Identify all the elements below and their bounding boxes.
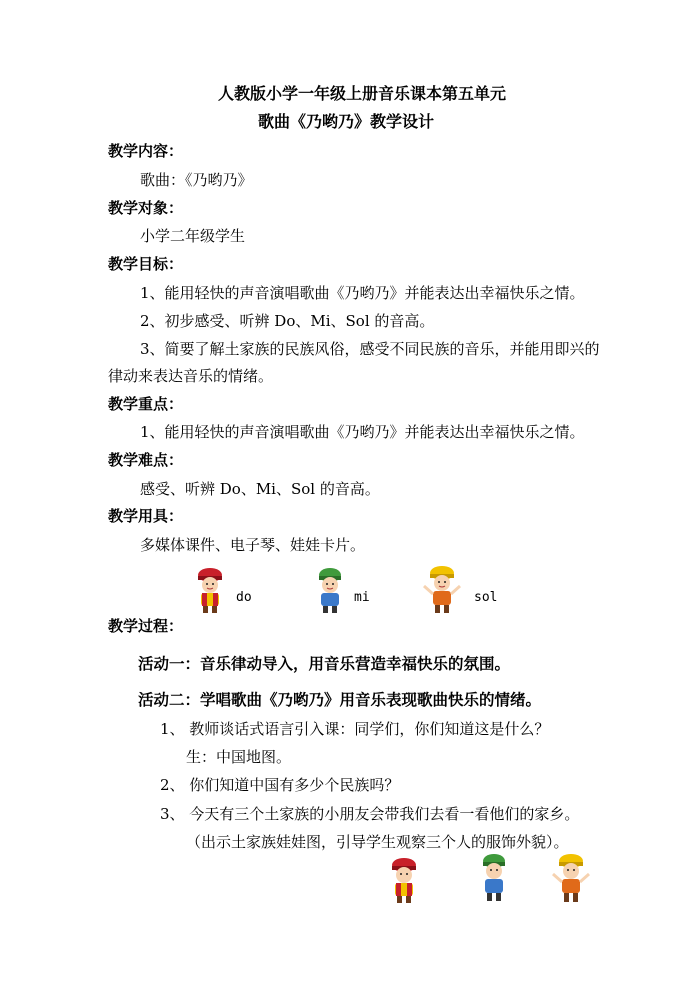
doll-green-hat-illustration [310, 566, 350, 614]
object-text: 小学二年级学生 [140, 227, 246, 245]
doll-yellow-hat-illustration [420, 564, 464, 614]
difficulty-heading: 教学难点： [108, 451, 184, 469]
difficulty-text: 感受、听辨 Do、Mi、Sol 的音高。 [140, 480, 380, 498]
tools-text: 多媒体课件、电子琴、娃娃卡片。 [140, 536, 366, 554]
page-title: 人教版小学一年级上册音乐课本第五单元 [218, 84, 507, 103]
step-1: 1、 教师谈话式语言引入课：同学们，你们知道这是什么？ [160, 720, 550, 738]
step-2: 2、 你们知道中国有多少个民族吗？ [160, 776, 400, 794]
activity-two: 活动二：学唱歌曲《乃哟乃》用音乐表现歌曲快乐的情绪。 [138, 690, 542, 709]
step-1-answer: 生：中国地图。 [186, 748, 292, 766]
object-heading: 教学对象： [108, 199, 184, 217]
goals-heading: 教学目标： [108, 255, 184, 273]
goal-item-3: 3、简要了解土家族的民族风俗，感受不同民族的音乐，并能用即兴的 [140, 340, 600, 358]
content-heading: 教学内容： [108, 142, 184, 160]
step-3: 3、 今天有三个土家族的小朋友会带我们去看一看他们的家乡。 [160, 805, 580, 823]
goal-item-1: 1、能用轻快的声音演唱歌曲《乃哟乃》并能表达出幸福快乐之情。 [140, 284, 585, 302]
note-label-sol: sol [474, 590, 498, 605]
note-label-mi: mi [354, 590, 370, 605]
doll-green-hat-illustration-2 [474, 852, 514, 902]
goal-item-2: 2、初步感受、听辨 Do、Mi、Sol 的音高。 [140, 312, 435, 330]
process-heading: 教学过程： [108, 617, 184, 635]
goal-item-3-continued: 律动来表达音乐的情绪。 [108, 367, 274, 385]
doll-red-hat-illustration-2 [384, 856, 424, 904]
step-3-note: （出示土家族娃娃图，引导学生观察三个人的服饰外貌）。 [186, 833, 569, 851]
doll-red-hat-illustration [190, 566, 230, 614]
tools-heading: 教学用具： [108, 507, 184, 525]
page-subtitle: 歌曲《乃哟乃》教学设计 [258, 112, 435, 131]
content-text: 歌曲：《乃哟乃》 [140, 171, 253, 189]
key-heading: 教学重点： [108, 395, 184, 413]
key-text: 1、能用轻快的声音演唱歌曲《乃哟乃》并能表达出幸福快乐之情。 [140, 423, 585, 441]
doll-yellow-hat-illustration-2 [548, 852, 594, 904]
activity-one: 活动一：音乐律动导入，用音乐营造幸福快乐的氛围。 [138, 654, 511, 673]
note-label-do: do [236, 590, 252, 605]
